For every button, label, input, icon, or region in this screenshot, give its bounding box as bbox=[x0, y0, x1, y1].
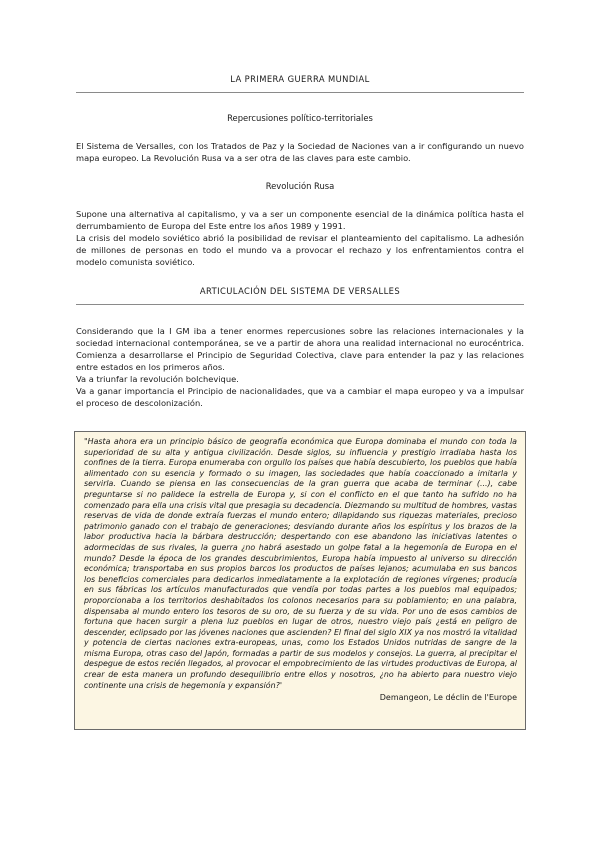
paragraph-text: Supone una alternativa al capitalismo, y va a ser un componente esencial de la dinámica política hasta el derrumbamiento de Europa del Este entre los años 1989 y 1991. bbox=[76, 209, 524, 231]
subtitle-repercusiones: Repercusiones político-territoriales bbox=[227, 113, 373, 123]
paragraph-articulacion bbox=[76, 325, 524, 409]
paragraph-text: Va a ganar importancia el Principio de nacionalidades, que va a cambiar el mapa europeo y va a impulsar el proceso de descolonización. bbox=[76, 386, 524, 408]
paragraph-versalles-intro bbox=[76, 140, 524, 164]
quote-text: "Hasta ahora era un principio básico de geografía económica que Europa dominaba el mundo con toda la superioridad de su alta y antigua civilización. Desde siglos, su influencia y prestigio irradiaba hasta los confines de la tierra. Europa enumeraba con orgullo los países que había descubierto, los pueblos que había alimentado con su esencia y formado o su imagen, las sociedades que había coaccionado a imitarla y servirla. Cuando se piensa en las consecuencias de la gran guerra que acaba de terminar (...), cabe preguntarse si no palidece la estrella de Europa y, si con el conflicto en el que tanto ha sufrido no ha comenzado para ella una crisis vital que presagia su decadencia. Diezmando su multitud de hombres, vastas reservas de vida de donde extraía fuerzas el mundo entero; dilapidando sus riquezas materiales, precioso patrimonio ganado con el trabajo de generaciones; desviando durante años los espíritus y los brazos de la labor productiva hacia la bárbara destrucción; despertando con ese abandono las iniciativas latentes o adormecidas de sus rivales, la guerra ¿no habrá asestado un golpe fatal a la hegemonía de Europa en el mundo? Desde la época de los grandes descubrimientos, Europa había impuesto al universo su dirección económica; transportaba en sus propios barcos los productos de países lejanos; acumulaba en sus bancos los beneficios comerciales para dedicarlos inmediatamente a la explotación de regiones vírgenes; producía en sus fábricas los artículos manufacturados que vendía por todas partes a los pueblos mal equipados; proporcionaba a los territorios deshabitados los colonos necesarios para su poblamiento; en una palabra, dispensaba al mundo entero los tesoros de su oro, de su fuerza y de su vida. Por uno de esos cambios de fortuna que hacen surgir a plena luz pueblos en lugar de otros, nuestro viejo país ¿está en peligro de descender, eclipsado por las jóvenes naciones que ascienden? El final del siglo XIX ya nos mostró la vitalidad y potencia de ciertas naciones extra-europeas, unas, como los Estados Unidos nutridas de sangre de la misma Europa, otras caso del Japón, formadas a partir de sus modelos y consejos. La guerra, al precipitar el despegue de estos recién llegados, al provocar el empobrecimiento de las virtudes productivas de Europa, al crear de esta manera un profundo desequilibrio entre ellos y nosotros, ¿no ha abierto para nuestro viejo continente una crisis de hegemonía y expansión?' bbox=[84, 437, 517, 690]
paragraph-text: El Sistema de Versalles, con los Tratados de Paz y la Sociedad de Naciones van a ir configurando un nuevo mapa europeo. La Revolución Rusa va a ser otra de las claves para este cambio. bbox=[76, 141, 524, 163]
paragraph-text: La crisis del modelo soviético abrió la posibilidad de revisar el planteamiento del capitalismo. La adhesión de millones de personas en todo el mundo va a provocar el rechazo y los enfrentamientos contra el modelo comunista soviético. bbox=[76, 233, 524, 267]
quote-source: Demangeon, Le déclin de l'Europe bbox=[379, 693, 517, 703]
section-title-primera-guerra: LA PRIMERA GUERRA MUNDIAL bbox=[230, 74, 370, 84]
divider-line bbox=[76, 92, 524, 93]
paragraph-text: Va a triunfar la revolución bolchevique. bbox=[76, 374, 239, 384]
paragraph-revolucion-rusa bbox=[76, 208, 524, 268]
paragraph-text: Considerando que la I GM iba a tener enormes repercusiones sobre las relaciones internacionales y la sociedad internacional contemporánea, se ve a partir de ahora una realidad internacional no eurocéntrica. Comienza a desarrollarse el Principio de Seguridad Colectiva, clave para entender la paz y las relaciones entre estados en los primeros años. bbox=[76, 326, 524, 372]
subtitle-revolucion-rusa: Revolución Rusa bbox=[265, 181, 335, 191]
quote-box bbox=[74, 431, 526, 730]
divider-line bbox=[76, 304, 524, 305]
section-title-articulacion: ARTICULACIÓN DEL SISTEMA DE VERSALLES bbox=[199, 286, 401, 296]
